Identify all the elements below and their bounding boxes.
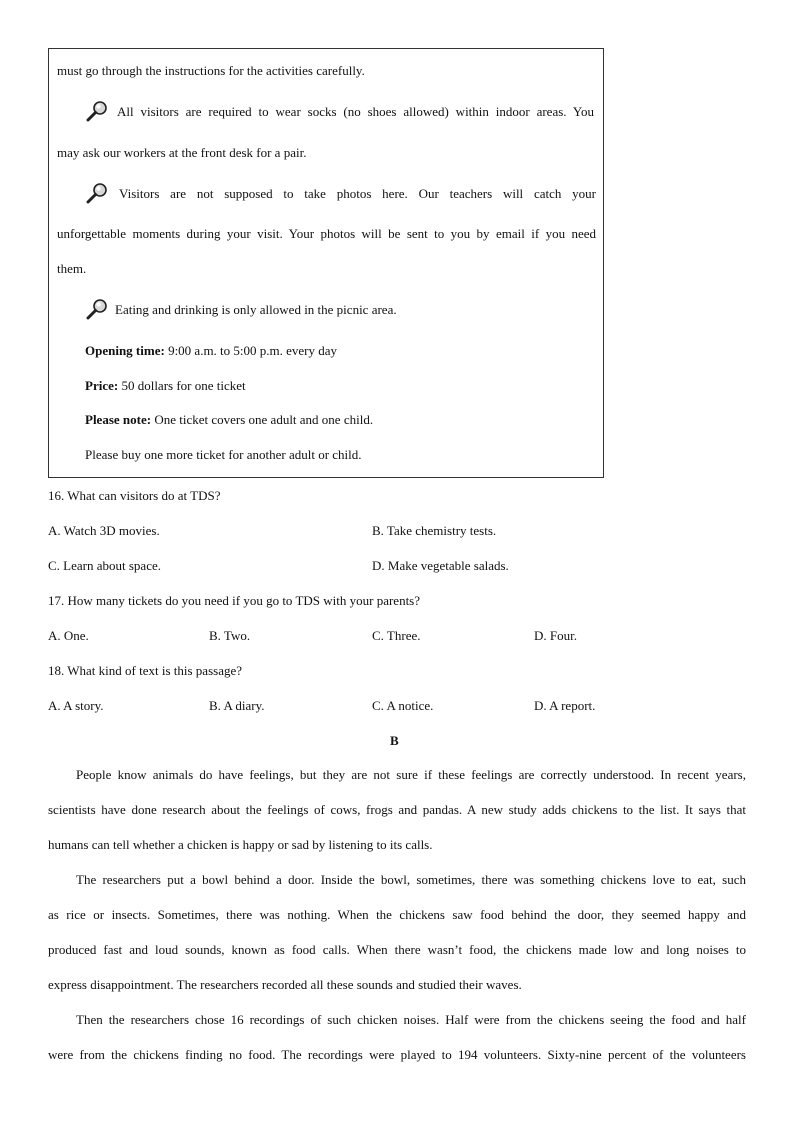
passage-line: produced fast and loud sounds, known as food calls. When there wasn’t food, the chickens made low and long noises to xyxy=(48,942,746,957)
question-18-option-a: A. A story. xyxy=(48,698,104,713)
price-value: 50 dollars for one ticket xyxy=(118,378,246,393)
question-17-stem: 17. How many tickets do you need if you go to TDS with your parents? xyxy=(48,593,421,608)
question-18-option-b: B. A diary. xyxy=(209,698,265,713)
rule2-line2: unforgettable moments during your visit. Your photos will be sent to you by email if you need xyxy=(57,226,596,241)
question-18-option-d: D. A report. xyxy=(534,698,596,713)
passage-line: Then the researchers chose 16 recordings of such chicken noises. Half were from the chickens seeing the food and half xyxy=(76,1012,746,1027)
price-label: Price: xyxy=(85,378,119,393)
magnifier-icon xyxy=(85,182,109,204)
magnifier-icon xyxy=(85,100,109,122)
opening-time-value: 9:00 a.m. to 5:00 p.m. every day xyxy=(164,343,338,358)
passage-line: express disappointment. The researchers recorded all these sounds and studied their waves. xyxy=(48,977,522,992)
opening-time xyxy=(85,343,337,359)
question-16-option-b: B. Take chemistry tests. xyxy=(372,523,497,538)
question-16-option-d: D. Make vegetable salads. xyxy=(372,558,509,573)
question-18-option-c: C. A notice. xyxy=(372,698,434,713)
question-17-option-d: D. Four. xyxy=(534,628,577,643)
question-16-stem: 16. What can visitors do at TDS? xyxy=(48,488,221,503)
section-b-heading: B xyxy=(390,733,399,748)
passage-line: humans can tell whether a chicken is happy or sad by listening to its calls. xyxy=(48,837,433,852)
rule3: Eating and drinking is only allowed in the picnic area. xyxy=(115,302,397,317)
please-note xyxy=(85,412,373,428)
opening-time-label: Opening time: xyxy=(85,343,165,358)
passage-line: scientists have done research about the feelings of cows, frogs and pandas. A new study adds chickens to the list. It says that xyxy=(48,802,746,817)
passage-line: were from the chickens finding no food. The recordings were played to 194 volunteers. Sixty-nine percent of the volunteers xyxy=(48,1047,746,1062)
please-note-value: One ticket covers one adult and one child. xyxy=(151,412,374,427)
passage-line: The researchers put a bowl behind a door. Inside the bowl, sometimes, there was something chickens love to eat, such xyxy=(76,872,746,887)
question-16-option-c: C. Learn about space. xyxy=(48,558,161,573)
passage-line: as rice or insects. Sometimes, there was nothing. When the chickens saw food behind the door, they seemed happy and xyxy=(48,907,746,922)
question-17-option-b: B. Two. xyxy=(209,628,251,643)
rule1-line2: may ask our workers at the front desk for a pair. xyxy=(57,145,307,160)
question-18-stem: 18. What kind of text is this passage? xyxy=(48,663,243,678)
magnifier-icon xyxy=(85,298,109,320)
price xyxy=(85,378,246,394)
question-17-option-c: C. Three. xyxy=(372,628,421,643)
rule2-line3: them. xyxy=(57,261,87,276)
rule1-line1: All visitors are required to wear socks (no shoes allowed) within indoor areas. You xyxy=(117,104,594,119)
rule2-line1: Visitors are not supposed to take photos here. Our teachers will catch your xyxy=(119,186,596,201)
passage-line: People know animals do have feelings, but they are not sure if these feelings are correctly understood. In recent years, xyxy=(76,767,746,782)
question-17-option-a: A. One. xyxy=(48,628,89,643)
notice-intro-tail: must go through the instructions for the activities carefully. xyxy=(57,63,365,78)
question-16-option-a: A. Watch 3D movies. xyxy=(48,523,160,538)
please-note-line2: Please buy one more ticket for another adult or child. xyxy=(85,447,362,462)
please-note-label: Please note: xyxy=(85,412,152,427)
